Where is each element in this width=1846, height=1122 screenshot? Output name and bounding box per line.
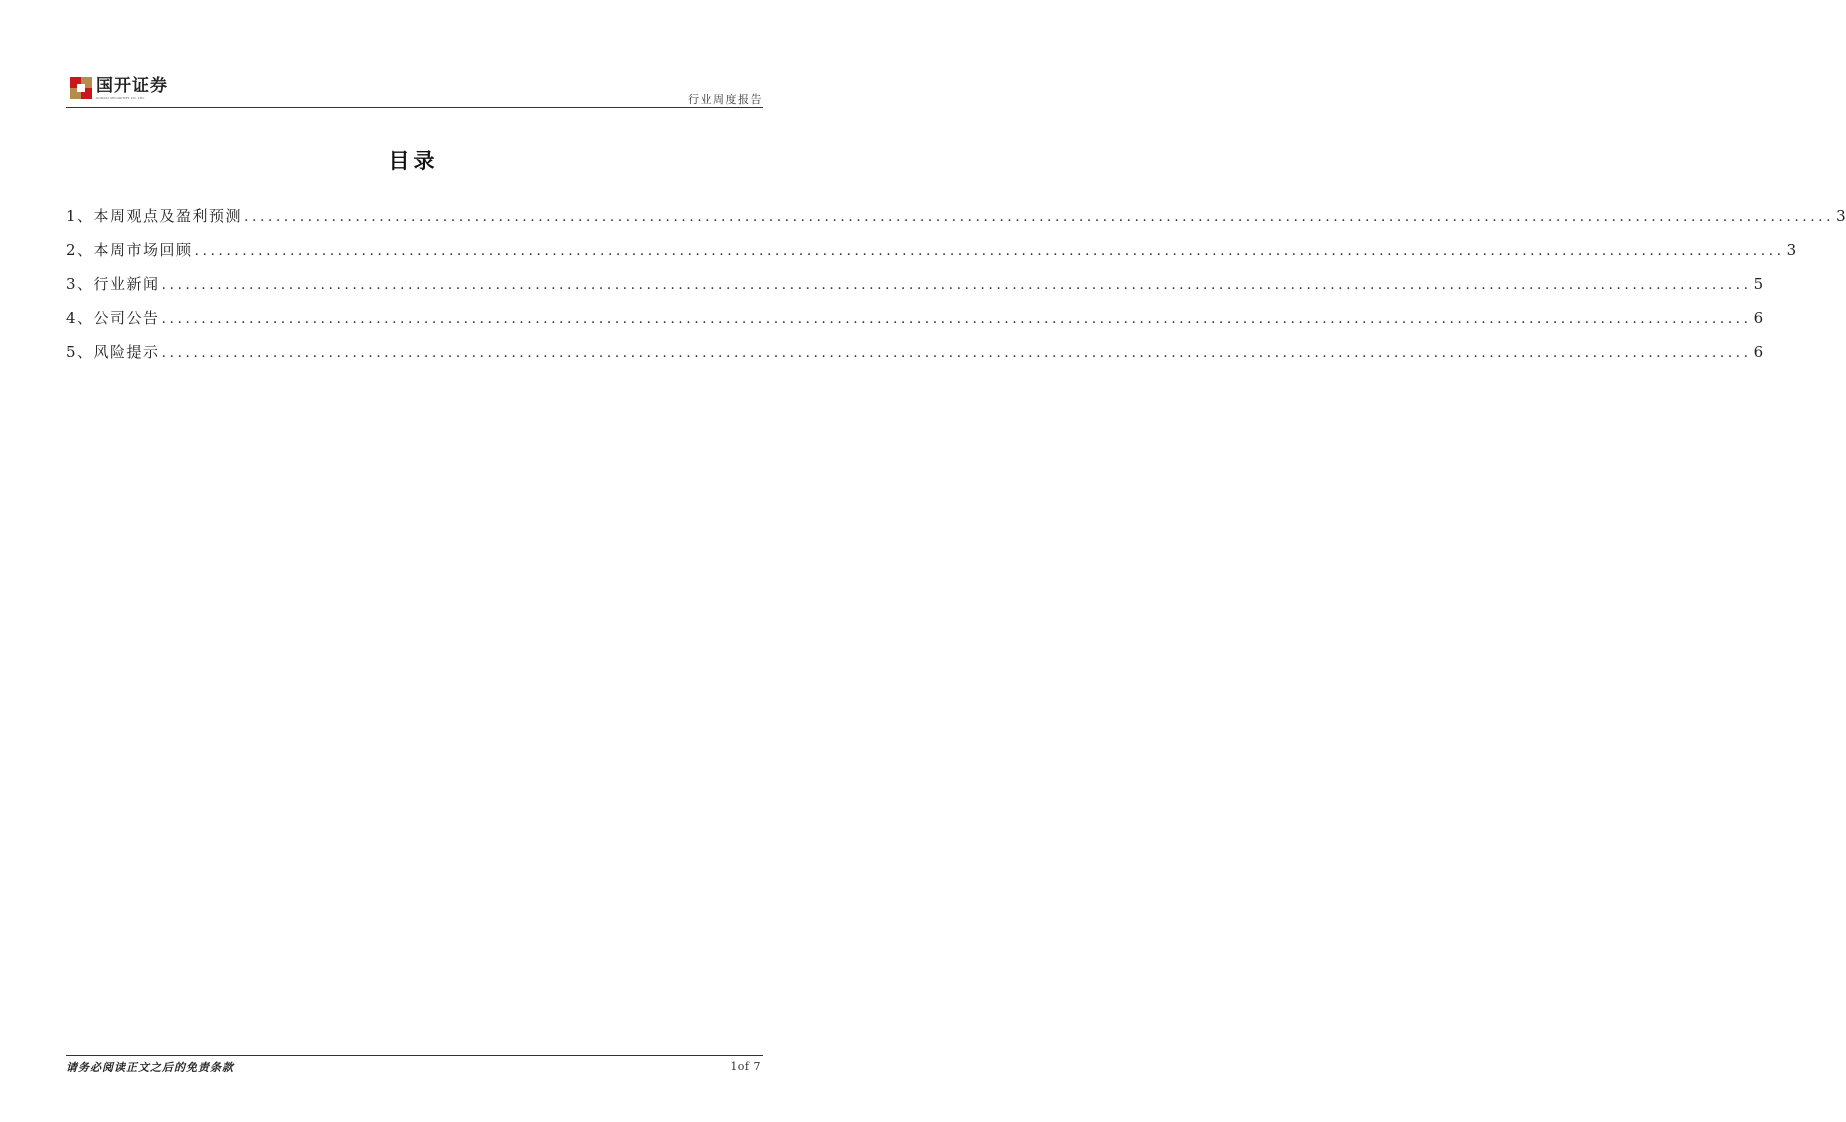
toc-entry[interactable]	[66, 273, 1764, 307]
toc-entry-page: 6	[1753, 309, 1764, 327]
footer-divider	[66, 1055, 763, 1056]
toc-leader-dots: ........................................................................................................................................................................................................	[194, 243, 1785, 259]
toc-entry-page: 3	[1786, 241, 1797, 259]
toc-entry-label: 4、公司公告	[66, 309, 160, 327]
toc-leader-dots: ........................................................................................................................................................................................................	[244, 209, 1835, 225]
disclaimer-note: 请务必阅读正文之后的免责条款	[66, 1061, 234, 1074]
page-indicator: 1of 7	[730, 1060, 761, 1073]
toc-leader-dots: ........................................................................................................................................................................................................	[161, 311, 1752, 327]
company-logo	[70, 77, 168, 100]
header-divider	[66, 107, 763, 108]
toc-entry-page: 6	[1753, 343, 1764, 361]
toc-entry[interactable]	[66, 307, 1764, 341]
toc-entry-label: 1、本周观点及盈利预测	[66, 207, 243, 225]
logo-name: 国开证券	[96, 76, 168, 96]
logo-mark-icon	[70, 77, 92, 99]
toc-leader-dots: ........................................................................................................................................................................................................	[161, 277, 1752, 293]
toc-entry-page: 5	[1753, 275, 1764, 293]
toc-entry-label: 5、风险提示	[66, 343, 160, 361]
toc-entry-page: 3	[1836, 207, 1846, 225]
report-type: 行业周度报告	[688, 93, 763, 106]
page-header	[66, 74, 763, 108]
toc-leader-dots: ........................................................................................................................................................................................................	[161, 345, 1752, 361]
toc-entry[interactable]	[66, 341, 1764, 375]
toc-entry[interactable]	[66, 239, 1797, 273]
toc-title: 目录	[388, 149, 439, 173]
logo-subtitle: GUOKAI SECURITIES CO.,LTD.	[96, 96, 146, 100]
toc-entry[interactable]	[66, 205, 1846, 239]
toc-entry-label: 3、行业新闻	[66, 275, 160, 293]
table-of-contents	[66, 205, 1846, 375]
toc-entry-label: 2、本周市场回顾	[66, 241, 193, 259]
